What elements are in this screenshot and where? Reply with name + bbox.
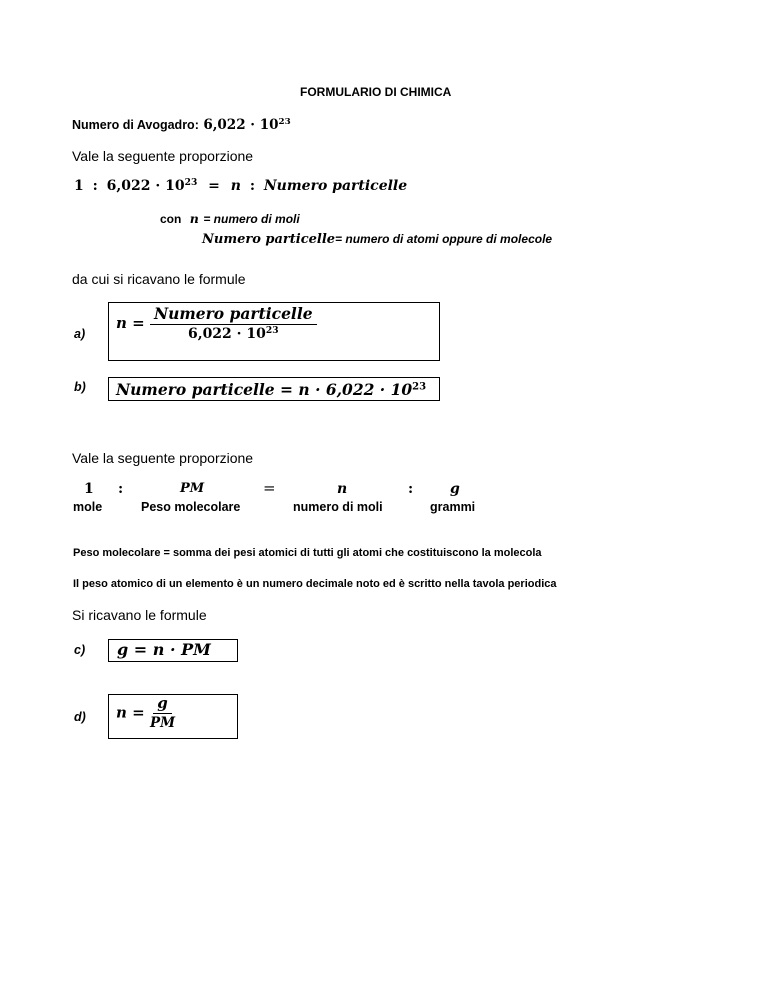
prop2-grammi-label: grammi — [430, 500, 476, 514]
page-title: FORMULARIO DI CHIMICA — [300, 85, 452, 99]
proportion-1-equation: 1 : $6,022 \cdot 10^{23} = n$ : Numero particelle — [74, 177, 408, 194]
pm-definition: Peso molecolare = somma dei pesi atomici di tutti gli atomi che costituiscono la molecola — [73, 547, 542, 559]
prop2-colon-1: : — [118, 481, 124, 497]
derive-intro-1: da cui si ricavano le formule — [72, 271, 246, 287]
proportion-intro-1: Vale la seguente proporzione — [72, 148, 254, 164]
avogadro-value: $6,022 \cdot 10^{23}$ — [203, 117, 291, 133]
formula-a-label: a) — [74, 327, 86, 341]
formula-a-expression: n = $\frac{\text{Numero particelle}}{6,022 \cdot 10^{23}}$ — [116, 304, 317, 342]
prop2-colon-2: : — [408, 481, 414, 497]
derive-intro-2: Si ricavano le formule — [72, 607, 207, 623]
n-definition: con n = numero di moli — [160, 211, 300, 226]
prop2-n: n — [337, 481, 348, 497]
pa-definition: Il peso atomico di un elemento è un numero decimale noto ed è scritto nella tavola periodica — [73, 578, 557, 590]
prop2-numero-di-moli-label: numero di moli — [293, 500, 383, 514]
particles-definition: Numero particelle= numero di atomi oppure di molecole — [202, 232, 553, 247]
prop2-one: 1 — [84, 481, 94, 497]
prop2-mole-label: mole — [73, 500, 103, 514]
formula-c-expression: g = n · PM — [117, 640, 211, 659]
formula-b-expression: Numero particelle = $n \cdot 6,022 \cdot 10^{23}$ — [116, 380, 427, 399]
prop2-peso-molecolare-label: Peso molecolare — [141, 500, 241, 514]
formula-d-label: d) — [74, 710, 86, 724]
prop2-g: g — [450, 481, 460, 497]
formula-b-label: b) — [74, 380, 86, 394]
avogadro-line — [72, 116, 291, 134]
formula-a-fraction: $\frac{\text{Numero particelle}}{6,022 \cdot 10^{23}}$ — [150, 304, 317, 342]
avogadro-label: Numero di Avogadro: — [72, 118, 199, 132]
prop2-equals: = — [263, 479, 276, 497]
formula-d-fraction: $\frac{g}{PM}$ — [149, 694, 176, 731]
formula-c-label: c) — [74, 643, 86, 657]
proportion-intro-2: Vale la seguente proporzione — [72, 450, 254, 466]
prop2-pm: PM — [180, 481, 205, 496]
formula-d-expression: n = $\frac{g}{PM}$ — [116, 694, 176, 731]
